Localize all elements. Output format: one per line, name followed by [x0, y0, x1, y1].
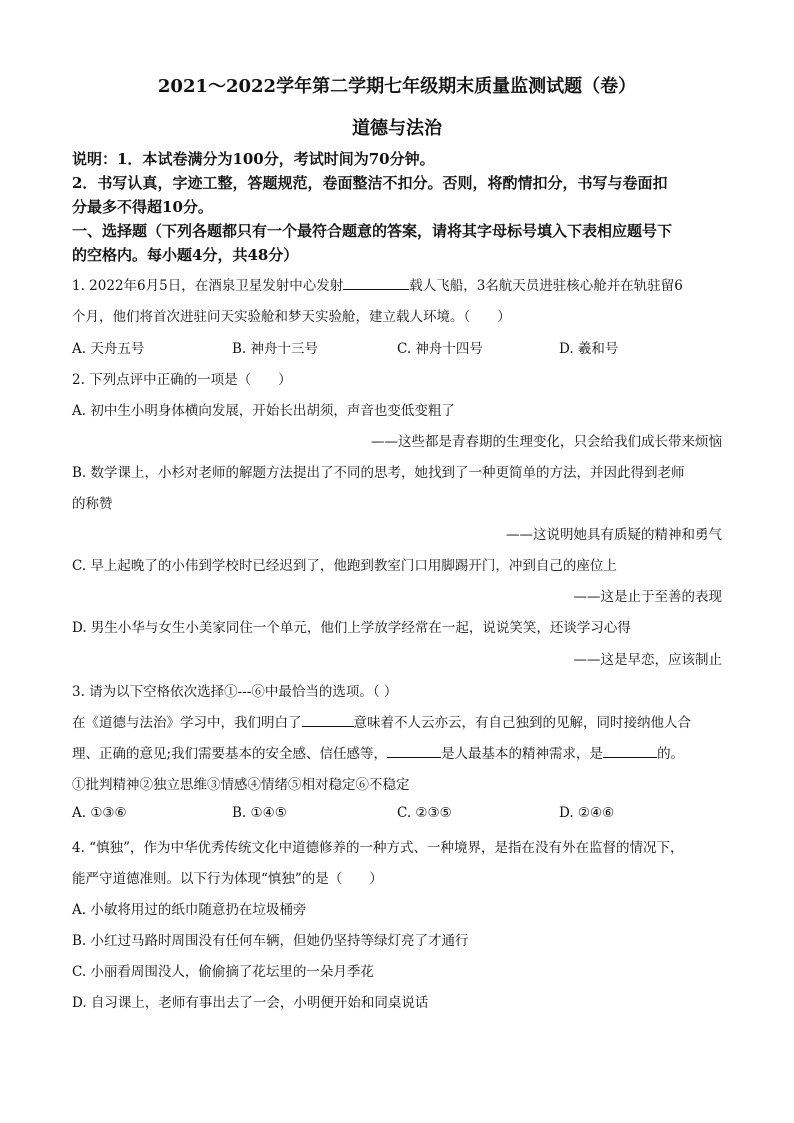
option-b: B. 神舟十三号: [232, 341, 319, 357]
question-2-option-a-comment: ——这些都是青春期的生理变化，只会给我们成长带来烦恼: [371, 434, 722, 450]
question-4-option-c: C. 小丽看周围没人，偷偷摘了花坛里的一朵月季花: [72, 964, 374, 980]
exam-title: 2021～2022学年第二学期七年级期末质量监测试题（卷）: [157, 76, 637, 97]
question-1-text-b: 载人飞船，3名航天员进驻核心舱并在轨驻留6: [409, 278, 683, 294]
question-3-line-1: [72, 711, 691, 731]
question-3-line-2: [72, 742, 684, 762]
answer-blank: [302, 714, 354, 727]
question-1-line-1: [72, 274, 683, 294]
question-4-option-b: B. 小红过马路时周围没有任何车辆，但她仍坚持等绿灯亮了才通行: [72, 933, 469, 949]
question-4-option-a: A. 小敏将用过的纸巾随意扔在垃圾桶旁: [72, 902, 307, 918]
question-4-line-1: 4. “慎独”，作为中华优秀传统文化中道德修养的一种方式、一种境界，是指在没有外在监督的情况下，: [72, 840, 684, 856]
question-3-text-a: 在《道德与法治》学习中，我们明白了: [72, 715, 302, 731]
question-2-stem: 2. 下列点评中正确的一项是（ ）: [72, 372, 292, 388]
question-3-stem: 3. 请为以下空格依次选择①---⑥中最恰当的选项。（ ）: [72, 684, 398, 700]
question-2-option-d: D. 男生小华与女生小美家同住一个单元，他们上学放学经常在一起，说说笑笑，还谈学习心得: [72, 620, 631, 636]
option-a: A. 天舟五号: [72, 341, 145, 357]
question-3-text-b: 意味着不人云亦云，有自己独到的见解，同时接纳他人合: [353, 715, 691, 731]
instruction-line-2: 2．书写认真，字迹工整，答题规范，卷面整洁不扣分。否则，将酌情扣分，书写与卷面扣: [72, 174, 668, 192]
option-b: B. ①④⑤: [232, 805, 287, 821]
question-4-line-2: 能严守道德准则。以下行为体现“慎独”的是（ ）: [72, 871, 383, 887]
option-c: C. ②③⑤: [397, 805, 452, 821]
question-2-option-a: A. 初中生小明身体横向发展，开始长出胡须，声音也变低变粗了: [72, 403, 455, 419]
answer-blank: [387, 745, 441, 758]
question-2-option-d-comment: ——这是早恋，应该制止: [573, 652, 722, 668]
question-2-option-b-line-2: 的称赞: [72, 496, 113, 512]
instruction-line-3: 分最多不得超10分。: [72, 198, 213, 216]
question-3-choices: ①批判精神②独立思维③情感④情绪⑤相对稳定⑥不稳定: [72, 777, 410, 793]
option-c: C. 神舟十四号: [397, 341, 483, 357]
question-4-option-d: D. 自习课上，老师有事出去了一会，小明便开始和同桌说话: [72, 995, 429, 1011]
question-2-option-b-comment: ——这说明她具有质疑的精神和勇气: [506, 527, 722, 543]
option-a: A. ①③⑥: [72, 805, 127, 821]
answer-blank: [603, 745, 657, 758]
option-d: D. 羲和号: [559, 341, 619, 357]
section-heading-line-2: 的空格内。每小题4分，共48分）: [72, 246, 299, 264]
section-heading-line-1: 一、选择题（下列各题都只有一个最符合题意的答案，请将其字母标号填入下表相应题号下: [72, 222, 673, 240]
question-3-text-c: 理、正确的意见;我们需要基本的安全感、信任感等，: [72, 746, 388, 762]
option-d: D. ②④⑥: [559, 805, 615, 821]
question-3-text-e: 的。: [657, 746, 685, 762]
subject-title: 道德与法治: [352, 118, 442, 139]
question-2-option-c: C. 早上起晚了的小伟到学校时已经迟到了，他跑到教室门口用脚踢开门，冲到自己的座位上: [72, 558, 617, 574]
question-2-option-c-comment: ——这是止于至善的表现: [573, 589, 722, 605]
question-1-text-a: 1. 2022年6月5日，在酒泉卫星发射中心发射: [72, 278, 344, 294]
answer-blank: [343, 277, 409, 290]
question-1-line-2: 个月，他们将首次进驻问天实验舱和梦天实验舱，建立载人环境。（ ）: [72, 309, 511, 325]
question-2-option-b-line-1: B. 数学课上，小杉对老师的解题方法提出了不同的思考，她找到了一种更简单的方法，并因此得到老师: [72, 465, 685, 481]
instruction-line-1: 说明：1．本试卷满分为100分，考试时间为70分钟。: [72, 150, 435, 168]
question-1-options: [72, 337, 732, 357]
question-3-options: [72, 805, 732, 825]
question-3-text-d: 是人最基本的精神需求，是: [441, 746, 604, 762]
